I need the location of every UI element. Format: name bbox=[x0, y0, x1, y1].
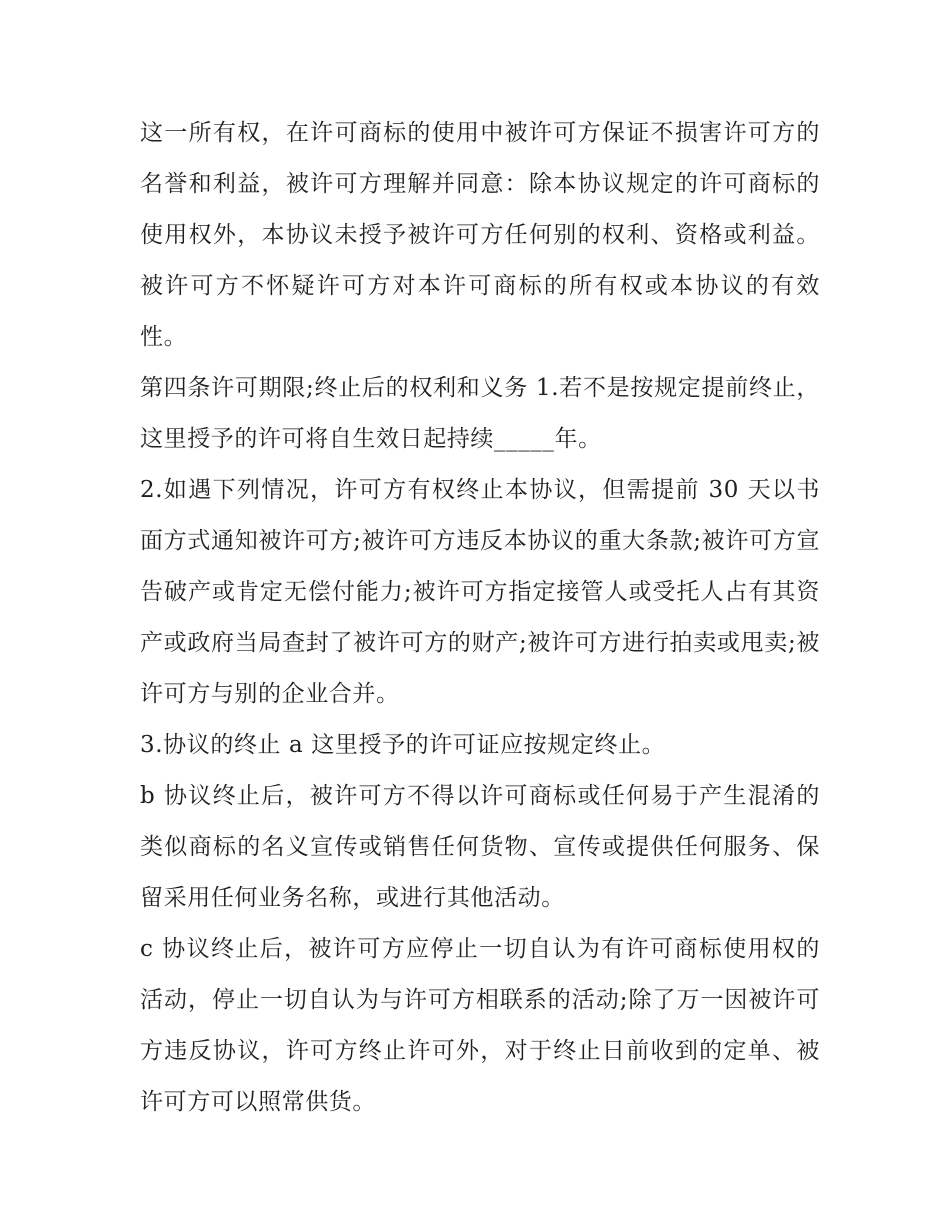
paragraph-termination-conditions: 2.如遇下列情况，许可方有权终止本协议，但需提前 30 天以书面方式通知被许可方;被许可方违反本协议的重大条款;被许可方宣告破产或肯定无偿付能力;被许可方指定接管人或受托人占有其资产或政府当局查封了被许可方的财产;被许可方进行拍卖或甩卖;被许可方与别的企业合并。 bbox=[140, 477, 820, 707]
paragraph-termination-c: c 协议终止后，被许可方应停止一切自认为有许可商标使用权的活动，停止一切自认为与许可方相联系的活动;除了万一因被许可方违反协议，许可方终止许可外，对于终止日前收到的定单、被许可方可以照常供货。 bbox=[140, 936, 820, 1115]
document-body bbox=[140, 108, 820, 1128]
paragraph-article-4-term: 第四条许可期限;终止后的权利和义务 1.若不是按规定提前终止，这里授予的许可将自生效日起持续_____年。 bbox=[140, 375, 820, 452]
paragraph-ownership: 这一所有权，在许可商标的使用中被许可方保证不损害许可方的名誉和利益，被许可方理解并同意：除本协议规定的许可商标的使用权外，本协议未授予被许可方任何别的权利、资格或利益。被许可方不怀疑许可方对本许可商标的所有权或本协议的有效性。 bbox=[140, 120, 820, 350]
paragraph-termination-a: 3.协议的终止 a 这里授予的许可证应按规定终止。 bbox=[140, 732, 666, 758]
paragraph-termination-b: b 协议终止后，被许可方不得以许可商标或任何易于产生混淆的类似商标的名义宣传或销售任何货物、宣传或提供任何服务、保留采用任何业务名称，或进行其他活动。 bbox=[140, 783, 820, 911]
